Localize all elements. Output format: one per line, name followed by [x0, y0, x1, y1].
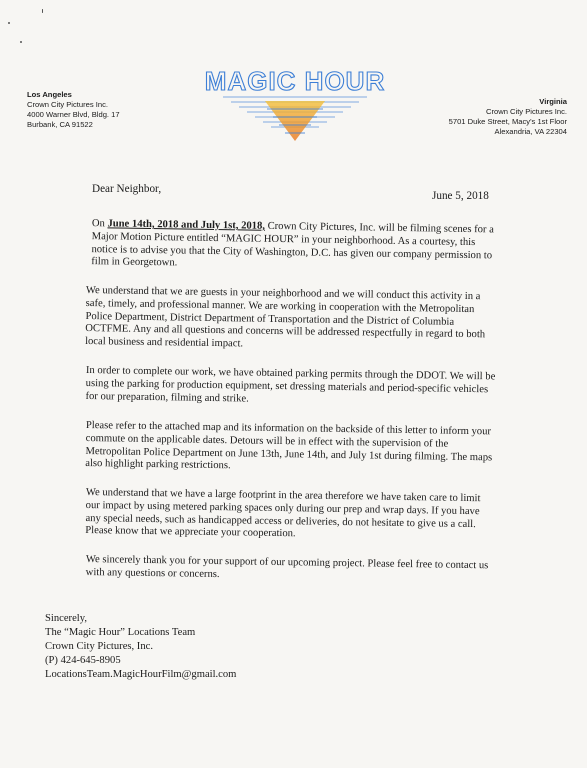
va-address-line: Alexandria, VA 22304 — [494, 127, 567, 136]
p1-rest: Crown City Pictures, Inc. will be filming scenes for a Major Motion Picture entitled “MAGIC HOUR” in your neighborhood. As a courtesy, this notice is to advise you that the City of Washington, D.C. has given our company permission to film in Georgetown. — [91, 220, 494, 269]
paper-speck — [20, 41, 22, 43]
filming-dates: June 14th, 2018 and July 1st, 2018, — [107, 218, 266, 232]
paragraph-cooperation: We understand that we are guests in your neighborhood and we will conduct this activity in a safe, timely, and professional manner. We are working in cooperation with the Metropolitan Police Department, District Department of Transportation and the District of Columbia OCTFME. Any and all questions and concerns will be addressed respectfully in regard to both local business and residential impact. — [85, 285, 486, 350]
la-city: Los Angeles — [27, 90, 72, 99]
paper-speck — [8, 22, 10, 24]
va-city: Virginia — [539, 97, 567, 106]
logo-wordmark: MAGIC HOUR — [205, 66, 385, 96]
paragraph-footprint: We understand that we have a large footprint in the area therefore we have taken care to limit our impact by using metered parking spaces only during our prep and wrap days. If you have any special needs, such as handicapped access or deliveries, do not hesitate to give us a call. Please know that we appreciate your cooperation. — [85, 486, 481, 540]
la-address-line: Crown City Pictures Inc. — [27, 100, 109, 109]
closing-company: Crown City Pictures, Inc. — [45, 641, 153, 652]
greeting: Dear Neighbor, — [92, 183, 162, 195]
paragraph-thanks: We sincerely thank you for your support of our upcoming project. Please feel free to contact us with any questions or concerns. — [85, 553, 489, 580]
va-address-line: Crown City Pictures Inc. — [485, 107, 567, 116]
va-address-block — [449, 97, 567, 137]
paragraph-parking-permits: In order to complete our work, we have obtained parking permits through the DDOT. We will be using the parking for production equipment, set dressing materials and period-specific vehicles for our preparation, filming and strike. — [85, 365, 496, 405]
closing-sincerely: Sincerely, — [45, 613, 87, 624]
magic-hour-logo-graphic — [205, 65, 385, 145]
letter-date: June 5, 2018 — [432, 190, 489, 202]
la-address-line: 4000 Warner Blvd, Bldg. 17 — [27, 110, 120, 119]
la-address-line: Burbank, CA 91522 — [27, 120, 93, 129]
paragraph-filming-dates — [85, 218, 496, 276]
closing-team: The “Magic Hour” Locations Team — [45, 627, 196, 638]
va-address-line: 5701 Duke Street, Macy's 1st Floor — [448, 117, 567, 126]
closing-email: LocationsTeam.MagicHourFilm@gmail.com — [45, 669, 237, 680]
letter-body — [86, 218, 496, 596]
paragraph-map-detours: Please refer to the attached map and its information on the backside of this letter to inform your commute on the applicable dates. Detours will be in effect with the supervision of the Metropolitan Police Department on June 13th, June 14th, and July 1st during filming. The maps also highlight parking restrictions. — [85, 419, 493, 472]
la-address-block — [27, 90, 120, 130]
paper-speck — [42, 9, 43, 13]
closing-block — [45, 612, 236, 682]
magic-hour-logo — [205, 65, 385, 145]
closing-phone: (P) 424-645-8905 — [45, 655, 121, 666]
p1-prefix: On — [91, 218, 108, 230]
